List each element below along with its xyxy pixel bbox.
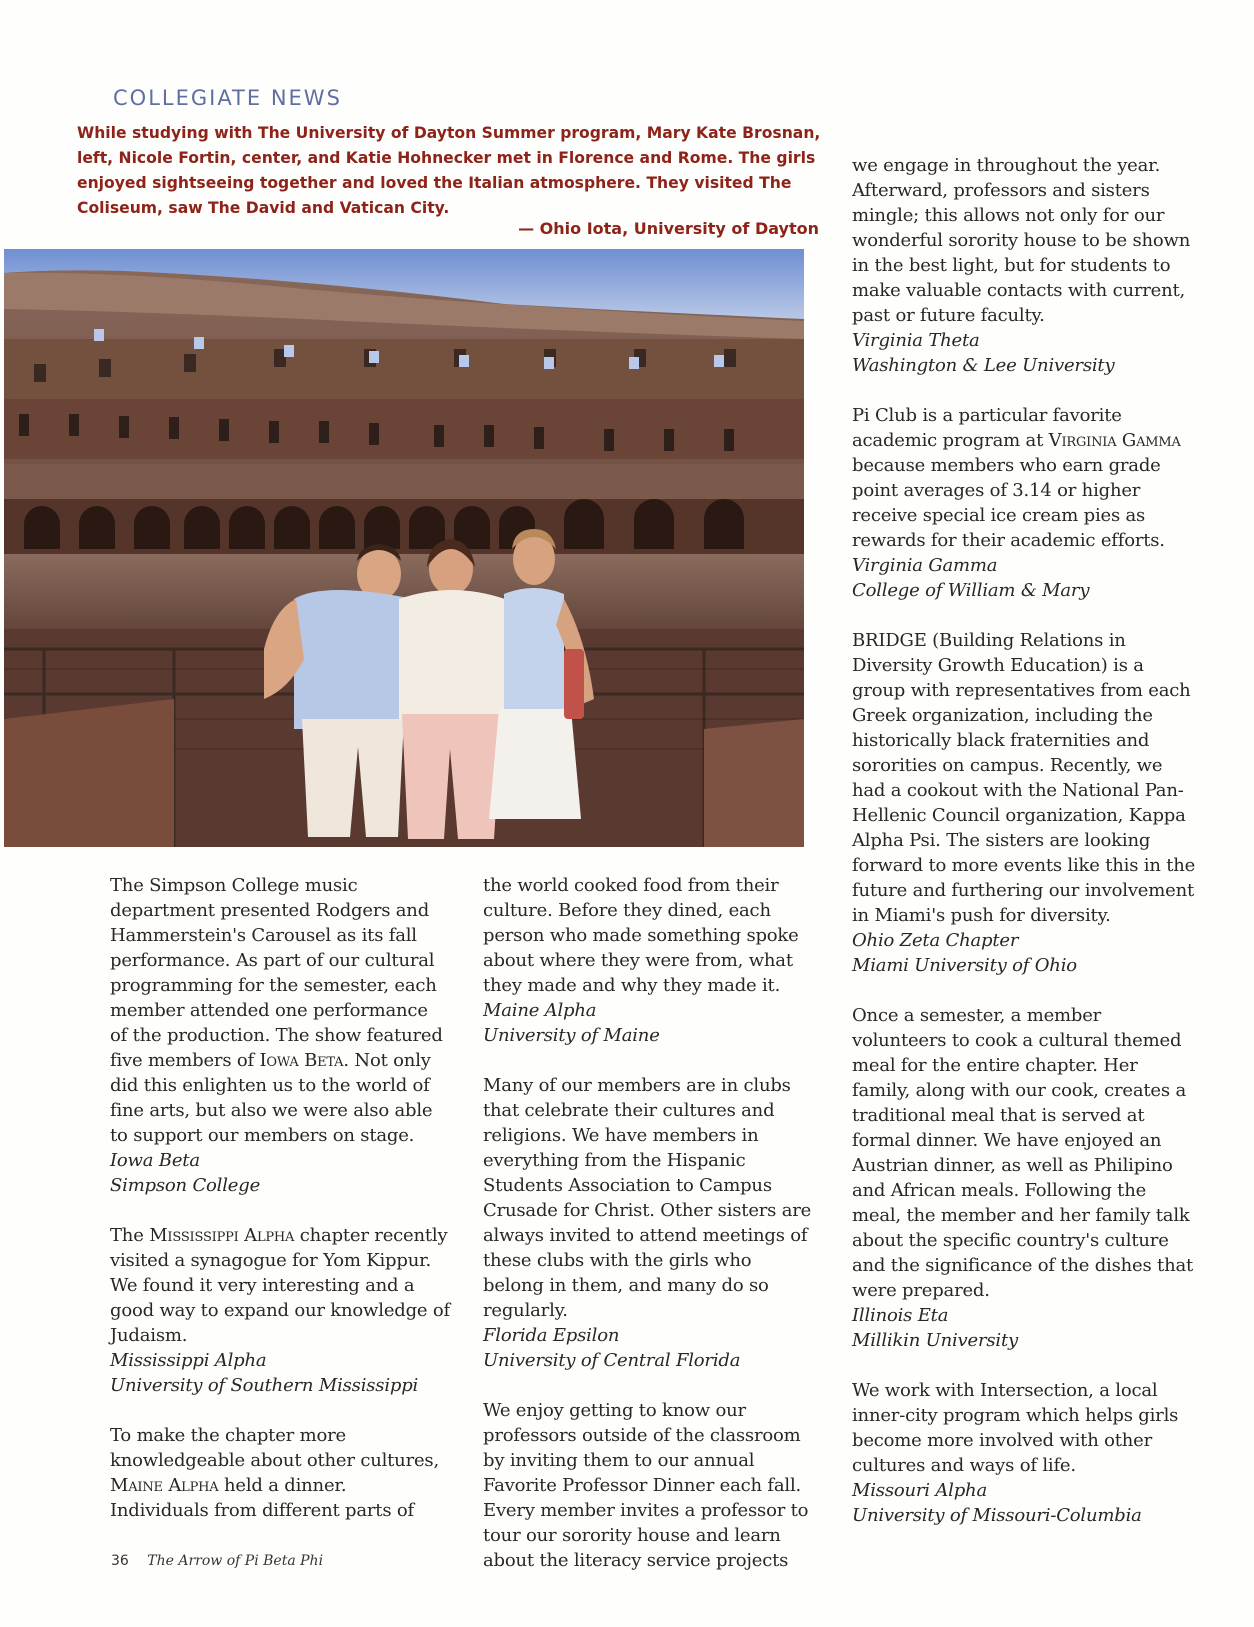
school-name: College of William & Mary bbox=[852, 580, 1090, 601]
publication-title: The Arrow of Pi Beta Phi bbox=[147, 1553, 324, 1569]
column-1 bbox=[110, 873, 450, 1548]
caption-credit: — Ohio Iota, University of Dayton bbox=[518, 219, 819, 238]
chapter-name: Iowa Beta bbox=[110, 1150, 200, 1171]
school-name: University of Missouri-Columbia bbox=[852, 1505, 1142, 1526]
section-heading: COLLEGIATE NEWS bbox=[113, 86, 342, 110]
school-name: University of Central Florida bbox=[483, 1350, 741, 1371]
page-footer bbox=[111, 1553, 323, 1569]
chapter-name: Ohio Zeta Chapter bbox=[852, 930, 1019, 951]
article-virginia-gamma: Pi Club is a particular favorite academic program at Virginia Gamma because members who earn grade point averages of 3.14 or higher receive special ice cream pies as rewards for their academic efforts. Virginia Gamma College of William & Mary bbox=[852, 403, 1197, 603]
article-virginia-theta-start: We enjoy getting to know our professors outside of the classroom by inviting them to our annual Favorite Professor Dinner each fall. Every member invites a professor to tour our sorority house and learn about the literacy service projects bbox=[483, 1400, 809, 1571]
article-virginia-theta-cont: we engage in throughout the year. Afterward, professors and sisters mingle; this allows not only for our wonderful sorority house to be shown in the best light, but for students to make valuable contacts with current, past or future faculty. Virginia Theta Washington & Lee University bbox=[852, 153, 1197, 378]
article-iowa-beta: The Simpson College music department presented Rodgers and Hammerstein's Carousel as its fall performance. As part of our cultural programming for the semester, each member attended one performance of the production. The show featured five members of Iowa Beta. Not only did this enlighten us to the world of fine arts, but also we were also able to support our members on stage. Iowa Beta Simpson College bbox=[110, 873, 450, 1198]
chapter-name: Illinois Eta bbox=[852, 1305, 949, 1326]
chapter-name: Missouri Alpha bbox=[852, 1480, 987, 1501]
column-2 bbox=[483, 873, 813, 1598]
school-name: Millikin University bbox=[852, 1330, 1018, 1351]
article-maine-alpha-cont: the world cooked food from their culture. Before they dined, each person who made something spoke about where they were from, what they made and why they made it. Maine Alpha University of Maine bbox=[483, 873, 813, 1048]
chapter-name: Virginia Gamma bbox=[852, 555, 998, 576]
chapter-name: Maine Alpha bbox=[483, 1000, 597, 1021]
colosseum-photo bbox=[4, 249, 804, 847]
school-name: University of Maine bbox=[483, 1025, 660, 1046]
column-3 bbox=[852, 153, 1197, 1553]
page-number: 36 bbox=[111, 1553, 129, 1569]
article-ohio-zeta: BRIDGE (Building Relations in Diversity Growth Education) is a group with representatives from each Greek organization, including the historically black fraternities and sororities on campus. Recently, we had a cookout with the National Pan-Hellenic Council organization, Kappa Alpha Psi. The sisters are looking forward to more events like this in the future and furthering our involvement in Miami's push for diversity. Ohio Zeta Chapter Miami University of Ohio bbox=[852, 630, 1196, 976]
chapter-name: Florida Epsilon bbox=[483, 1325, 620, 1346]
school-name: University of Southern Mississippi bbox=[110, 1375, 419, 1396]
chapter-name: Mississippi Alpha bbox=[110, 1350, 267, 1371]
article-maine-alpha-start: To make the chapter more knowledgeable about other cultures, Maine Alpha held a dinner. Individuals from different parts of bbox=[110, 1425, 439, 1521]
article-mississippi-alpha: The Mississippi Alpha chapter recently visited a synagogue for Yom Kippur. We found it very interesting and a good way to expand our knowledge of Judaism. Mississippi Alpha University of Southern Mississippi bbox=[110, 1225, 450, 1396]
article-florida-epsilon: Many of our members are in clubs that celebrate their cultures and religions. We have members in everything from the Hispanic Students Association to Campus Crusade for Christ. Other sisters are always invited to attend meetings of these clubs with the girls who belong in them, and many do so regularly. Florida Epsilon University of Central Florida bbox=[483, 1075, 812, 1371]
colosseum-illustration bbox=[4, 249, 804, 847]
school-name: Miami University of Ohio bbox=[852, 955, 1077, 976]
article-illinois-eta: Once a semester, a member volunteers to cook a cultural themed meal for the entire chapter. Her family, along with our cook, creates a traditional meal that is served at formal dinner. We have enjoyed an Austrian dinner, as well as Philipino and African meals. Following the meal, the member and her family talk about the specific country's culture and the significance of the dishes that were prepared. Illinois Eta Millikin University bbox=[852, 1003, 1197, 1353]
photo-caption: While studying with The University of Dayton Summer program, Mary Kate Brosnan, left, Nicole Fortin, center, and Katie Hohnecker met in Florence and Rome. The girls enjoyed sightseeing together and loved the Italian atmosphere. They visited The Coliseum, saw The David and Vatican City. bbox=[77, 124, 821, 217]
school-name: Simpson College bbox=[110, 1175, 261, 1196]
chapter-name: Virginia Theta bbox=[852, 330, 980, 351]
article-missouri-alpha: We work with Intersection, a local inner-city program which helps girls become more involved with other cultures and ways of life. Missouri Alpha University of Missouri-Columbia bbox=[852, 1378, 1197, 1528]
school-name: Washington & Lee University bbox=[852, 355, 1115, 376]
